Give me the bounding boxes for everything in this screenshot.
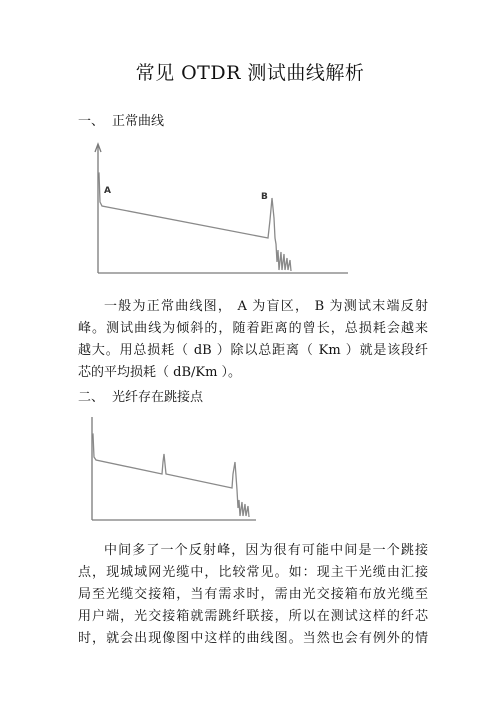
section-1-line: 越大。用总损耗（ dB ）除以总距离（ Km ）就是该段纤 [78, 343, 428, 358]
section-1-number: 一、 [78, 114, 105, 129]
section-1-heading [78, 110, 164, 129]
otdr-trace [98, 173, 291, 271]
section-2-line: 局至光缆交接箱，当有需求时，需由光交接箱布放光缆至 [78, 587, 428, 602]
section-2-paragraph [78, 540, 428, 650]
point-a-label: A [104, 186, 111, 196]
normal-curve-figure [92, 140, 352, 280]
section-1-paragraph [78, 296, 428, 384]
jump-point-curve-figure [86, 412, 286, 537]
section-2-line: 中间多了一个反射峰，因为很有可能中间是一个跳接 [104, 543, 428, 558]
section-2-line: 用户端，光交接箱就需跳纤联接，所以在测试这样的纤芯 [78, 609, 428, 624]
otdr-trace [92, 434, 249, 517]
section-2-number: 二、 [78, 390, 105, 405]
section-2-heading [78, 386, 203, 405]
section-1-line: 一般为正常曲线图， A 为盲区， B 为测试末端反射 [104, 299, 428, 314]
section-2-line: 点，现城域网光缆中，比较常见。如：现主干光缆由汇接 [78, 565, 428, 580]
section-1-line: 芯的平均损耗（ dB/Km ）。 [78, 365, 242, 380]
section-1-title: 正常曲线 [112, 114, 165, 129]
section-2-line: 时，就会出现像图中这样的曲线图。当然也会有例外的情 [78, 631, 428, 646]
section-2-title: 光纤存在跳接点 [112, 390, 204, 405]
point-b-label: B [261, 192, 268, 202]
page-title: 常见 OTDR 测试曲线解析 [135, 62, 365, 84]
section-1-line: 峰。测试曲线为倾斜的，随着距离的曾长，总损耗会越来 [78, 321, 428, 336]
